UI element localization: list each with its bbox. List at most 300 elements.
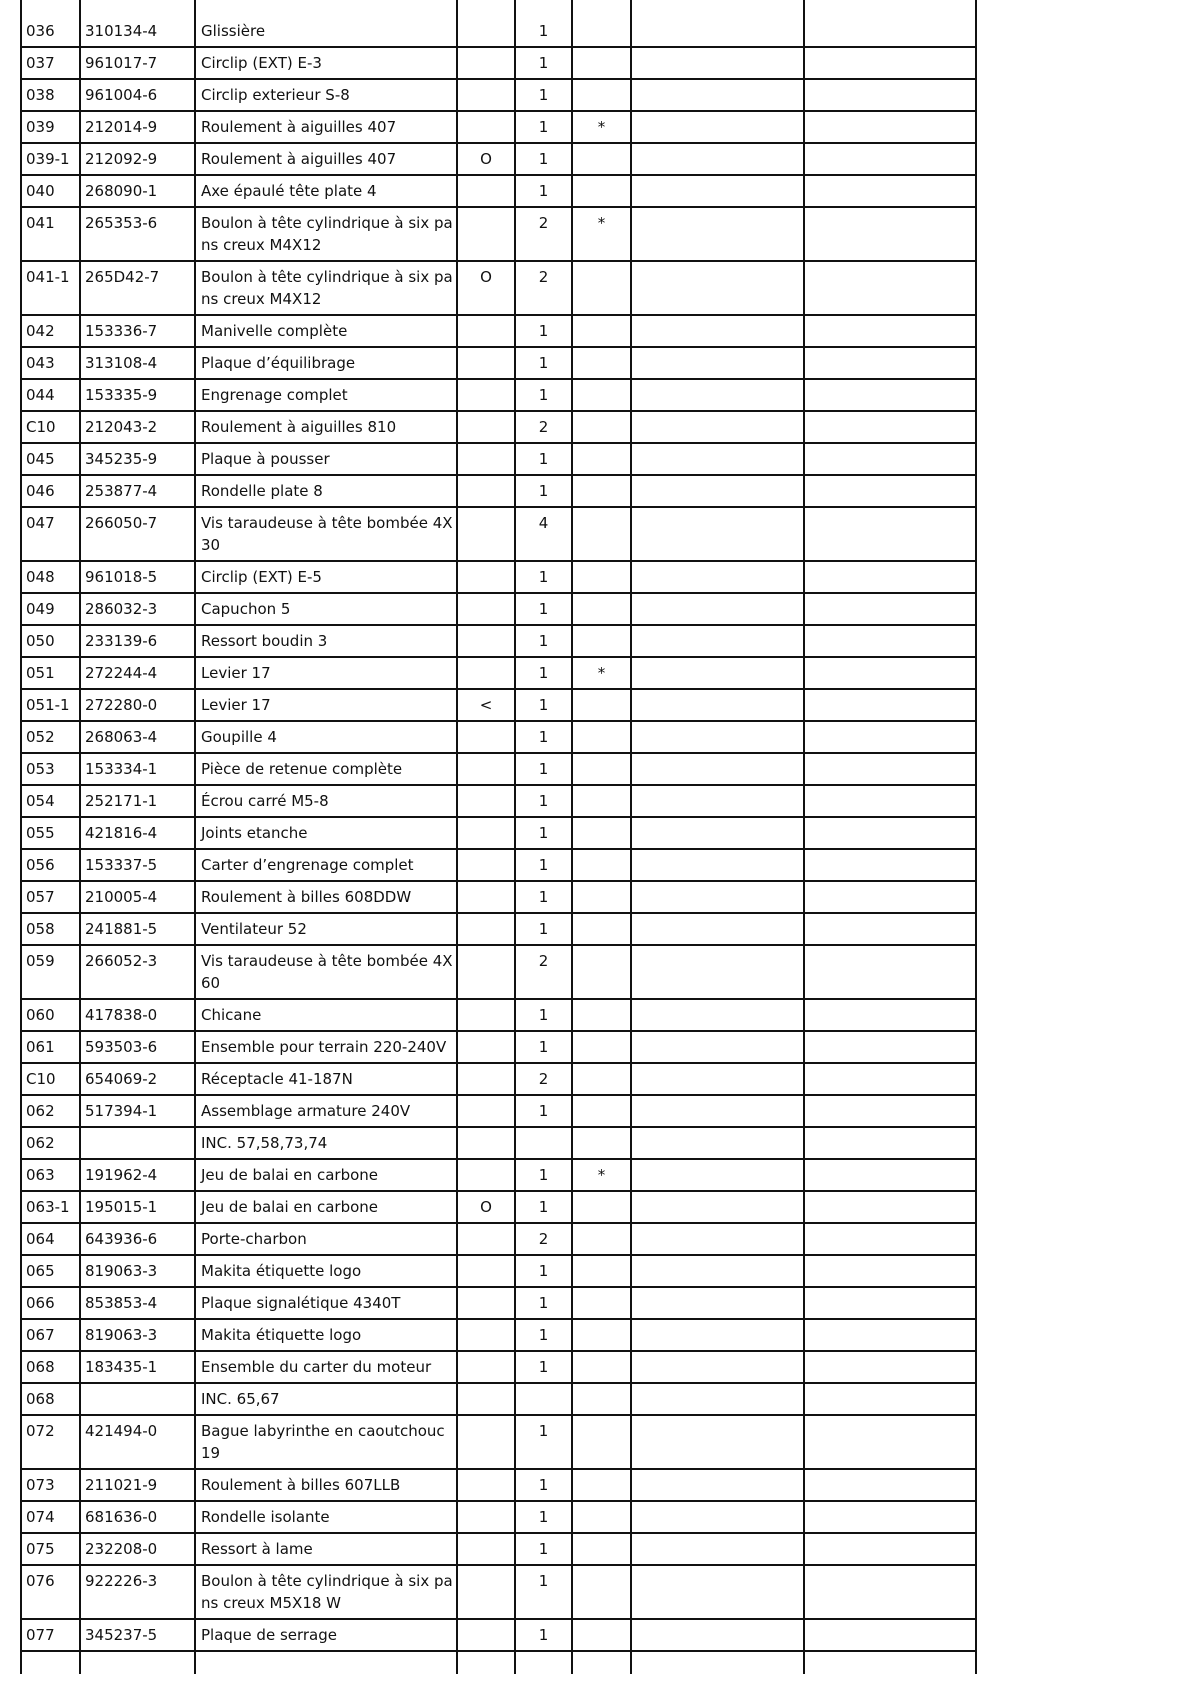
- item-number-cell: 042: [21, 315, 80, 347]
- empty-cell: [804, 1565, 976, 1619]
- mark-cell: [572, 593, 631, 625]
- parts-table: [20, 0, 977, 1674]
- quantity-cell: 1: [515, 881, 572, 913]
- empty-cell: [631, 881, 804, 913]
- note-cell: [457, 945, 515, 999]
- table-row: [21, 0, 976, 47]
- description-cell: INC. 57,58,73,74: [195, 1127, 457, 1159]
- item-number-cell: 064: [21, 1223, 80, 1255]
- empty-cell: [804, 753, 976, 785]
- empty-cell: [804, 561, 976, 593]
- mark-cell: [572, 1095, 631, 1127]
- part-number-cell: 421494-0: [80, 1415, 195, 1469]
- part-number-cell: 212043-2: [80, 411, 195, 443]
- empty-cell: [804, 593, 976, 625]
- item-number-cell: 074: [21, 1501, 80, 1533]
- note-cell: [457, 1533, 515, 1565]
- quantity-cell: 1: [515, 561, 572, 593]
- table-row: [21, 1319, 976, 1351]
- empty-cell: [804, 913, 976, 945]
- item-number-cell: 045: [21, 443, 80, 475]
- note-cell: [457, 721, 515, 753]
- empty-cell: [631, 475, 804, 507]
- description-cell: Jeu de balai en carbone: [195, 1191, 457, 1223]
- empty-cell: [631, 1191, 804, 1223]
- empty-cell: [804, 1223, 976, 1255]
- description-cell: Circlip exterieur S-8: [195, 79, 457, 111]
- item-number-cell: 061: [21, 1031, 80, 1063]
- empty-cell: [631, 1351, 804, 1383]
- description-cell: Roulement à billes 608DDW: [195, 881, 457, 913]
- empty-cell: [631, 1501, 804, 1533]
- item-number-cell: 041: [21, 207, 80, 261]
- empty-cell: [631, 817, 804, 849]
- mark-cell: [572, 561, 631, 593]
- description-cell: Écrou carré M5-8: [195, 785, 457, 817]
- note-cell: [457, 0, 515, 47]
- mark-cell: *: [572, 111, 631, 143]
- empty-cell: [804, 945, 976, 999]
- description-cell: Levier 17: [195, 689, 457, 721]
- item-number-cell: 036: [21, 0, 80, 47]
- part-number-cell: 961004-6: [80, 79, 195, 111]
- quantity-cell: 2: [515, 411, 572, 443]
- item-number-cell: C10: [21, 411, 80, 443]
- empty-cell: [804, 1651, 976, 1674]
- empty-cell: [804, 315, 976, 347]
- description-cell: Joints etanche: [195, 817, 457, 849]
- empty-cell: [631, 143, 804, 175]
- part-number-cell: 286032-3: [80, 593, 195, 625]
- table-row: [21, 1287, 976, 1319]
- table-row: [21, 79, 976, 111]
- mark-cell: *: [572, 207, 631, 261]
- part-number-cell: 211021-9: [80, 1469, 195, 1501]
- quantity-cell: 1: [515, 1095, 572, 1127]
- note-cell: [457, 817, 515, 849]
- empty-cell: [804, 507, 976, 561]
- mark-cell: [572, 315, 631, 347]
- mark-cell: [572, 1501, 631, 1533]
- note-cell: [457, 1063, 515, 1095]
- empty-cell: [804, 1501, 976, 1533]
- note-cell: [457, 561, 515, 593]
- part-number-cell: 961017-7: [80, 47, 195, 79]
- empty-cell: [804, 999, 976, 1031]
- quantity-cell: 2: [515, 945, 572, 999]
- note-cell: [457, 111, 515, 143]
- table-row: [21, 1415, 976, 1469]
- quantity-cell: 1: [515, 443, 572, 475]
- empty-cell: [631, 1319, 804, 1351]
- quantity-cell: [515, 1127, 572, 1159]
- item-number-cell: 057: [21, 881, 80, 913]
- item-number-cell: 058: [21, 913, 80, 945]
- note-cell: O: [457, 143, 515, 175]
- empty-cell: [804, 207, 976, 261]
- part-number-cell: 232208-0: [80, 1533, 195, 1565]
- note-cell: [457, 475, 515, 507]
- empty-cell: [21, 1651, 80, 1674]
- table-row: [21, 1223, 976, 1255]
- note-cell: [457, 1469, 515, 1501]
- table-row: [21, 625, 976, 657]
- table-row: [21, 1127, 976, 1159]
- empty-cell: [80, 1651, 195, 1674]
- part-number-cell: 313108-4: [80, 347, 195, 379]
- item-number-cell: 075: [21, 1533, 80, 1565]
- part-number-cell: 153334-1: [80, 753, 195, 785]
- part-number-cell: 654069-2: [80, 1063, 195, 1095]
- description-cell: Porte-charbon: [195, 1223, 457, 1255]
- mark-cell: [572, 1319, 631, 1351]
- table-row: [21, 411, 976, 443]
- empty-cell: [804, 47, 976, 79]
- description-cell: Pièce de retenue complète: [195, 753, 457, 785]
- description-cell: Vis taraudeuse à tête bombée 4X30: [195, 507, 457, 561]
- part-number-cell: 310134-4: [80, 0, 195, 47]
- empty-cell: [631, 261, 804, 315]
- table-row: [21, 657, 976, 689]
- part-number-cell: 272244-4: [80, 657, 195, 689]
- item-number-cell: 043: [21, 347, 80, 379]
- note-cell: [457, 207, 515, 261]
- part-number-cell: 265353-6: [80, 207, 195, 261]
- description-cell: Makita étiquette logo: [195, 1319, 457, 1351]
- part-number-cell: 681636-0: [80, 1501, 195, 1533]
- mark-cell: [572, 261, 631, 315]
- mark-cell: [572, 1191, 631, 1223]
- empty-cell: [804, 1383, 976, 1415]
- mark-cell: [572, 507, 631, 561]
- empty-cell: [631, 1415, 804, 1469]
- item-number-cell: 063-1: [21, 1191, 80, 1223]
- empty-cell: [631, 207, 804, 261]
- quantity-cell: 1: [515, 1501, 572, 1533]
- mark-cell: *: [572, 657, 631, 689]
- empty-cell: [457, 1651, 515, 1674]
- quantity-cell: 1: [515, 1191, 572, 1223]
- item-number-cell: 055: [21, 817, 80, 849]
- mark-cell: [572, 143, 631, 175]
- table-row: [21, 1191, 976, 1223]
- quantity-cell: 1: [515, 1469, 572, 1501]
- part-number-cell: 153335-9: [80, 379, 195, 411]
- mark-cell: [572, 913, 631, 945]
- quantity-cell: 2: [515, 261, 572, 315]
- item-number-cell: 039: [21, 111, 80, 143]
- note-cell: [457, 657, 515, 689]
- quantity-cell: 1: [515, 79, 572, 111]
- empty-cell: [804, 1031, 976, 1063]
- note-cell: [457, 1223, 515, 1255]
- note-cell: <: [457, 689, 515, 721]
- empty-cell: [631, 379, 804, 411]
- mark-cell: [572, 849, 631, 881]
- part-number-cell: 819063-3: [80, 1255, 195, 1287]
- description-cell: Carter d’engrenage complet: [195, 849, 457, 881]
- description-cell: Boulon à tête cylindrique à six pans creux M5X18 W: [195, 1565, 457, 1619]
- note-cell: [457, 1619, 515, 1651]
- quantity-cell: 1: [515, 849, 572, 881]
- mark-cell: [572, 1533, 631, 1565]
- part-number-cell: 266052-3: [80, 945, 195, 999]
- description-cell: Engrenage complet: [195, 379, 457, 411]
- table-row: [21, 1255, 976, 1287]
- quantity-cell: 1: [515, 379, 572, 411]
- quantity-cell: [515, 1383, 572, 1415]
- mark-cell: [572, 1031, 631, 1063]
- item-number-cell: 072: [21, 1415, 80, 1469]
- empty-cell: [804, 411, 976, 443]
- item-number-cell: 040: [21, 175, 80, 207]
- description-cell: Bague labyrinthe en caoutchouc 19: [195, 1415, 457, 1469]
- empty-cell: [804, 785, 976, 817]
- part-number-cell: 272280-0: [80, 689, 195, 721]
- note-cell: [457, 79, 515, 111]
- table-row: [21, 817, 976, 849]
- empty-cell: [804, 1351, 976, 1383]
- empty-cell: [195, 1651, 457, 1674]
- empty-cell: [631, 1533, 804, 1565]
- part-number-cell: 253877-4: [80, 475, 195, 507]
- table-row: [21, 1031, 976, 1063]
- empty-cell: [631, 999, 804, 1031]
- table-row: [21, 1565, 976, 1619]
- empty-cell: [804, 1287, 976, 1319]
- item-number-cell: 059: [21, 945, 80, 999]
- item-number-cell: 046: [21, 475, 80, 507]
- item-number-cell: 065: [21, 1255, 80, 1287]
- empty-cell: [804, 79, 976, 111]
- empty-cell: [804, 347, 976, 379]
- item-number-cell: 068: [21, 1383, 80, 1415]
- empty-cell: [804, 261, 976, 315]
- note-cell: [457, 379, 515, 411]
- item-number-cell: 052: [21, 721, 80, 753]
- empty-cell: [804, 657, 976, 689]
- table-row: [21, 1063, 976, 1095]
- part-number-cell: 593503-6: [80, 1031, 195, 1063]
- empty-cell: [631, 1565, 804, 1619]
- mark-cell: [572, 1619, 631, 1651]
- empty-cell: [804, 1159, 976, 1191]
- note-cell: [457, 1415, 515, 1469]
- part-number-cell: 643936-6: [80, 1223, 195, 1255]
- note-cell: O: [457, 1191, 515, 1223]
- empty-cell: [804, 1127, 976, 1159]
- mark-cell: [572, 753, 631, 785]
- description-cell: Roulement à aiguilles 810: [195, 411, 457, 443]
- mark-cell: [572, 347, 631, 379]
- quantity-cell: 2: [515, 1223, 572, 1255]
- quantity-cell: 1: [515, 47, 572, 79]
- item-number-cell: 063: [21, 1159, 80, 1191]
- quantity-cell: 1: [515, 753, 572, 785]
- item-number-cell: 050: [21, 625, 80, 657]
- empty-cell: [631, 79, 804, 111]
- mark-cell: [572, 1565, 631, 1619]
- empty-cell: [804, 817, 976, 849]
- quantity-cell: 1: [515, 689, 572, 721]
- empty-cell: [631, 1159, 804, 1191]
- description-cell: Plaque à pousser: [195, 443, 457, 475]
- table-row: [21, 443, 976, 475]
- empty-cell: [804, 443, 976, 475]
- note-cell: [457, 443, 515, 475]
- table-row: [21, 945, 976, 999]
- mark-cell: [572, 945, 631, 999]
- description-cell: Rondelle plate 8: [195, 475, 457, 507]
- item-number-cell: 077: [21, 1619, 80, 1651]
- note-cell: [457, 1319, 515, 1351]
- part-number-cell: 268090-1: [80, 175, 195, 207]
- table-row: [21, 1501, 976, 1533]
- quantity-cell: 1: [515, 0, 572, 47]
- note-cell: [457, 849, 515, 881]
- item-number-cell: 041-1: [21, 261, 80, 315]
- note-cell: [457, 593, 515, 625]
- part-number-cell: 195015-1: [80, 1191, 195, 1223]
- table-row: [21, 1095, 976, 1127]
- part-number-cell: 212014-9: [80, 111, 195, 143]
- empty-cell: [804, 1255, 976, 1287]
- empty-cell: [804, 1063, 976, 1095]
- empty-cell: [631, 561, 804, 593]
- note-cell: [457, 47, 515, 79]
- mark-cell: [572, 1127, 631, 1159]
- table-row: [21, 849, 976, 881]
- part-number-cell: 853853-4: [80, 1287, 195, 1319]
- empty-cell: [804, 1095, 976, 1127]
- mark-cell: [572, 411, 631, 443]
- part-number-cell: 421816-4: [80, 817, 195, 849]
- note-cell: [457, 507, 515, 561]
- part-number-cell: 345235-9: [80, 443, 195, 475]
- item-number-cell: 044: [21, 379, 80, 411]
- note-cell: [457, 1287, 515, 1319]
- empty-cell: [631, 913, 804, 945]
- quantity-cell: 4: [515, 507, 572, 561]
- mark-cell: [572, 0, 631, 47]
- mark-cell: [572, 689, 631, 721]
- mark-cell: [572, 47, 631, 79]
- note-cell: [457, 1383, 515, 1415]
- description-cell: Réceptacle 41-187N: [195, 1063, 457, 1095]
- empty-cell: [631, 1469, 804, 1501]
- part-number-cell: 252171-1: [80, 785, 195, 817]
- part-number-cell: 517394-1: [80, 1095, 195, 1127]
- part-number-cell: [80, 1383, 195, 1415]
- quantity-cell: 1: [515, 475, 572, 507]
- mark-cell: [572, 1255, 631, 1287]
- item-number-cell: 037: [21, 47, 80, 79]
- quantity-cell: 1: [515, 721, 572, 753]
- empty-cell: [631, 1383, 804, 1415]
- quantity-cell: 1: [515, 593, 572, 625]
- item-number-cell: 039-1: [21, 143, 80, 175]
- item-number-cell: 056: [21, 849, 80, 881]
- part-number-cell: 153337-5: [80, 849, 195, 881]
- item-number-cell: C10: [21, 1063, 80, 1095]
- empty-cell: [631, 347, 804, 379]
- quantity-cell: 1: [515, 175, 572, 207]
- description-cell: Axe épaulé tête plate 4: [195, 175, 457, 207]
- description-cell: Roulement à aiguilles 407: [195, 111, 457, 143]
- table-row: [21, 753, 976, 785]
- note-cell: [457, 411, 515, 443]
- part-number-cell: 417838-0: [80, 999, 195, 1031]
- mark-cell: [572, 443, 631, 475]
- note-cell: [457, 1255, 515, 1287]
- note-cell: O: [457, 261, 515, 315]
- description-cell: Ensemble du carter du moteur: [195, 1351, 457, 1383]
- quantity-cell: 1: [515, 1565, 572, 1619]
- empty-cell: [631, 1287, 804, 1319]
- mark-cell: [572, 721, 631, 753]
- table-row: [21, 1469, 976, 1501]
- quantity-cell: 1: [515, 1351, 572, 1383]
- description-cell: Assemblage armature 240V: [195, 1095, 457, 1127]
- empty-cell: [631, 175, 804, 207]
- quantity-cell: 1: [515, 111, 572, 143]
- empty-cell: [804, 1191, 976, 1223]
- empty-cell: [631, 1255, 804, 1287]
- note-cell: [457, 913, 515, 945]
- part-number-cell: 922226-3: [80, 1565, 195, 1619]
- part-number-cell: 345237-5: [80, 1619, 195, 1651]
- quantity-cell: 1: [515, 1031, 572, 1063]
- description-cell: Manivelle complète: [195, 315, 457, 347]
- empty-cell: [631, 753, 804, 785]
- description-cell: Boulon à tête cylindrique à six pans creux M4X12: [195, 207, 457, 261]
- mark-cell: [572, 1063, 631, 1095]
- empty-cell: [631, 1127, 804, 1159]
- mark-cell: [572, 881, 631, 913]
- table-row: [21, 1159, 976, 1191]
- description-cell: Vis taraudeuse à tête bombée 4X60: [195, 945, 457, 999]
- description-cell: Ensemble pour terrain 220-240V: [195, 1031, 457, 1063]
- empty-cell: [631, 507, 804, 561]
- description-cell: Roulement à billes 607LLB: [195, 1469, 457, 1501]
- empty-cell: [631, 111, 804, 143]
- empty-cell: [631, 689, 804, 721]
- note-cell: [457, 347, 515, 379]
- note-cell: [457, 175, 515, 207]
- item-number-cell: 076: [21, 1565, 80, 1619]
- part-number-cell: 241881-5: [80, 913, 195, 945]
- empty-cell: [631, 315, 804, 347]
- description-cell: Rondelle isolante: [195, 1501, 457, 1533]
- item-number-cell: 038: [21, 79, 80, 111]
- note-cell: [457, 315, 515, 347]
- empty-cell: [631, 1619, 804, 1651]
- table-row: [21, 379, 976, 411]
- item-number-cell: 066: [21, 1287, 80, 1319]
- quantity-cell: 1: [515, 1415, 572, 1469]
- item-number-cell: 049: [21, 593, 80, 625]
- empty-cell: [804, 379, 976, 411]
- description-cell: Plaque d’équilibrage: [195, 347, 457, 379]
- mark-cell: [572, 1351, 631, 1383]
- mark-cell: [572, 379, 631, 411]
- table-row: [21, 175, 976, 207]
- table-row: [21, 261, 976, 315]
- description-cell: Chicane: [195, 999, 457, 1031]
- quantity-cell: 1: [515, 913, 572, 945]
- empty-cell: [631, 625, 804, 657]
- part-number-cell: 183435-1: [80, 1351, 195, 1383]
